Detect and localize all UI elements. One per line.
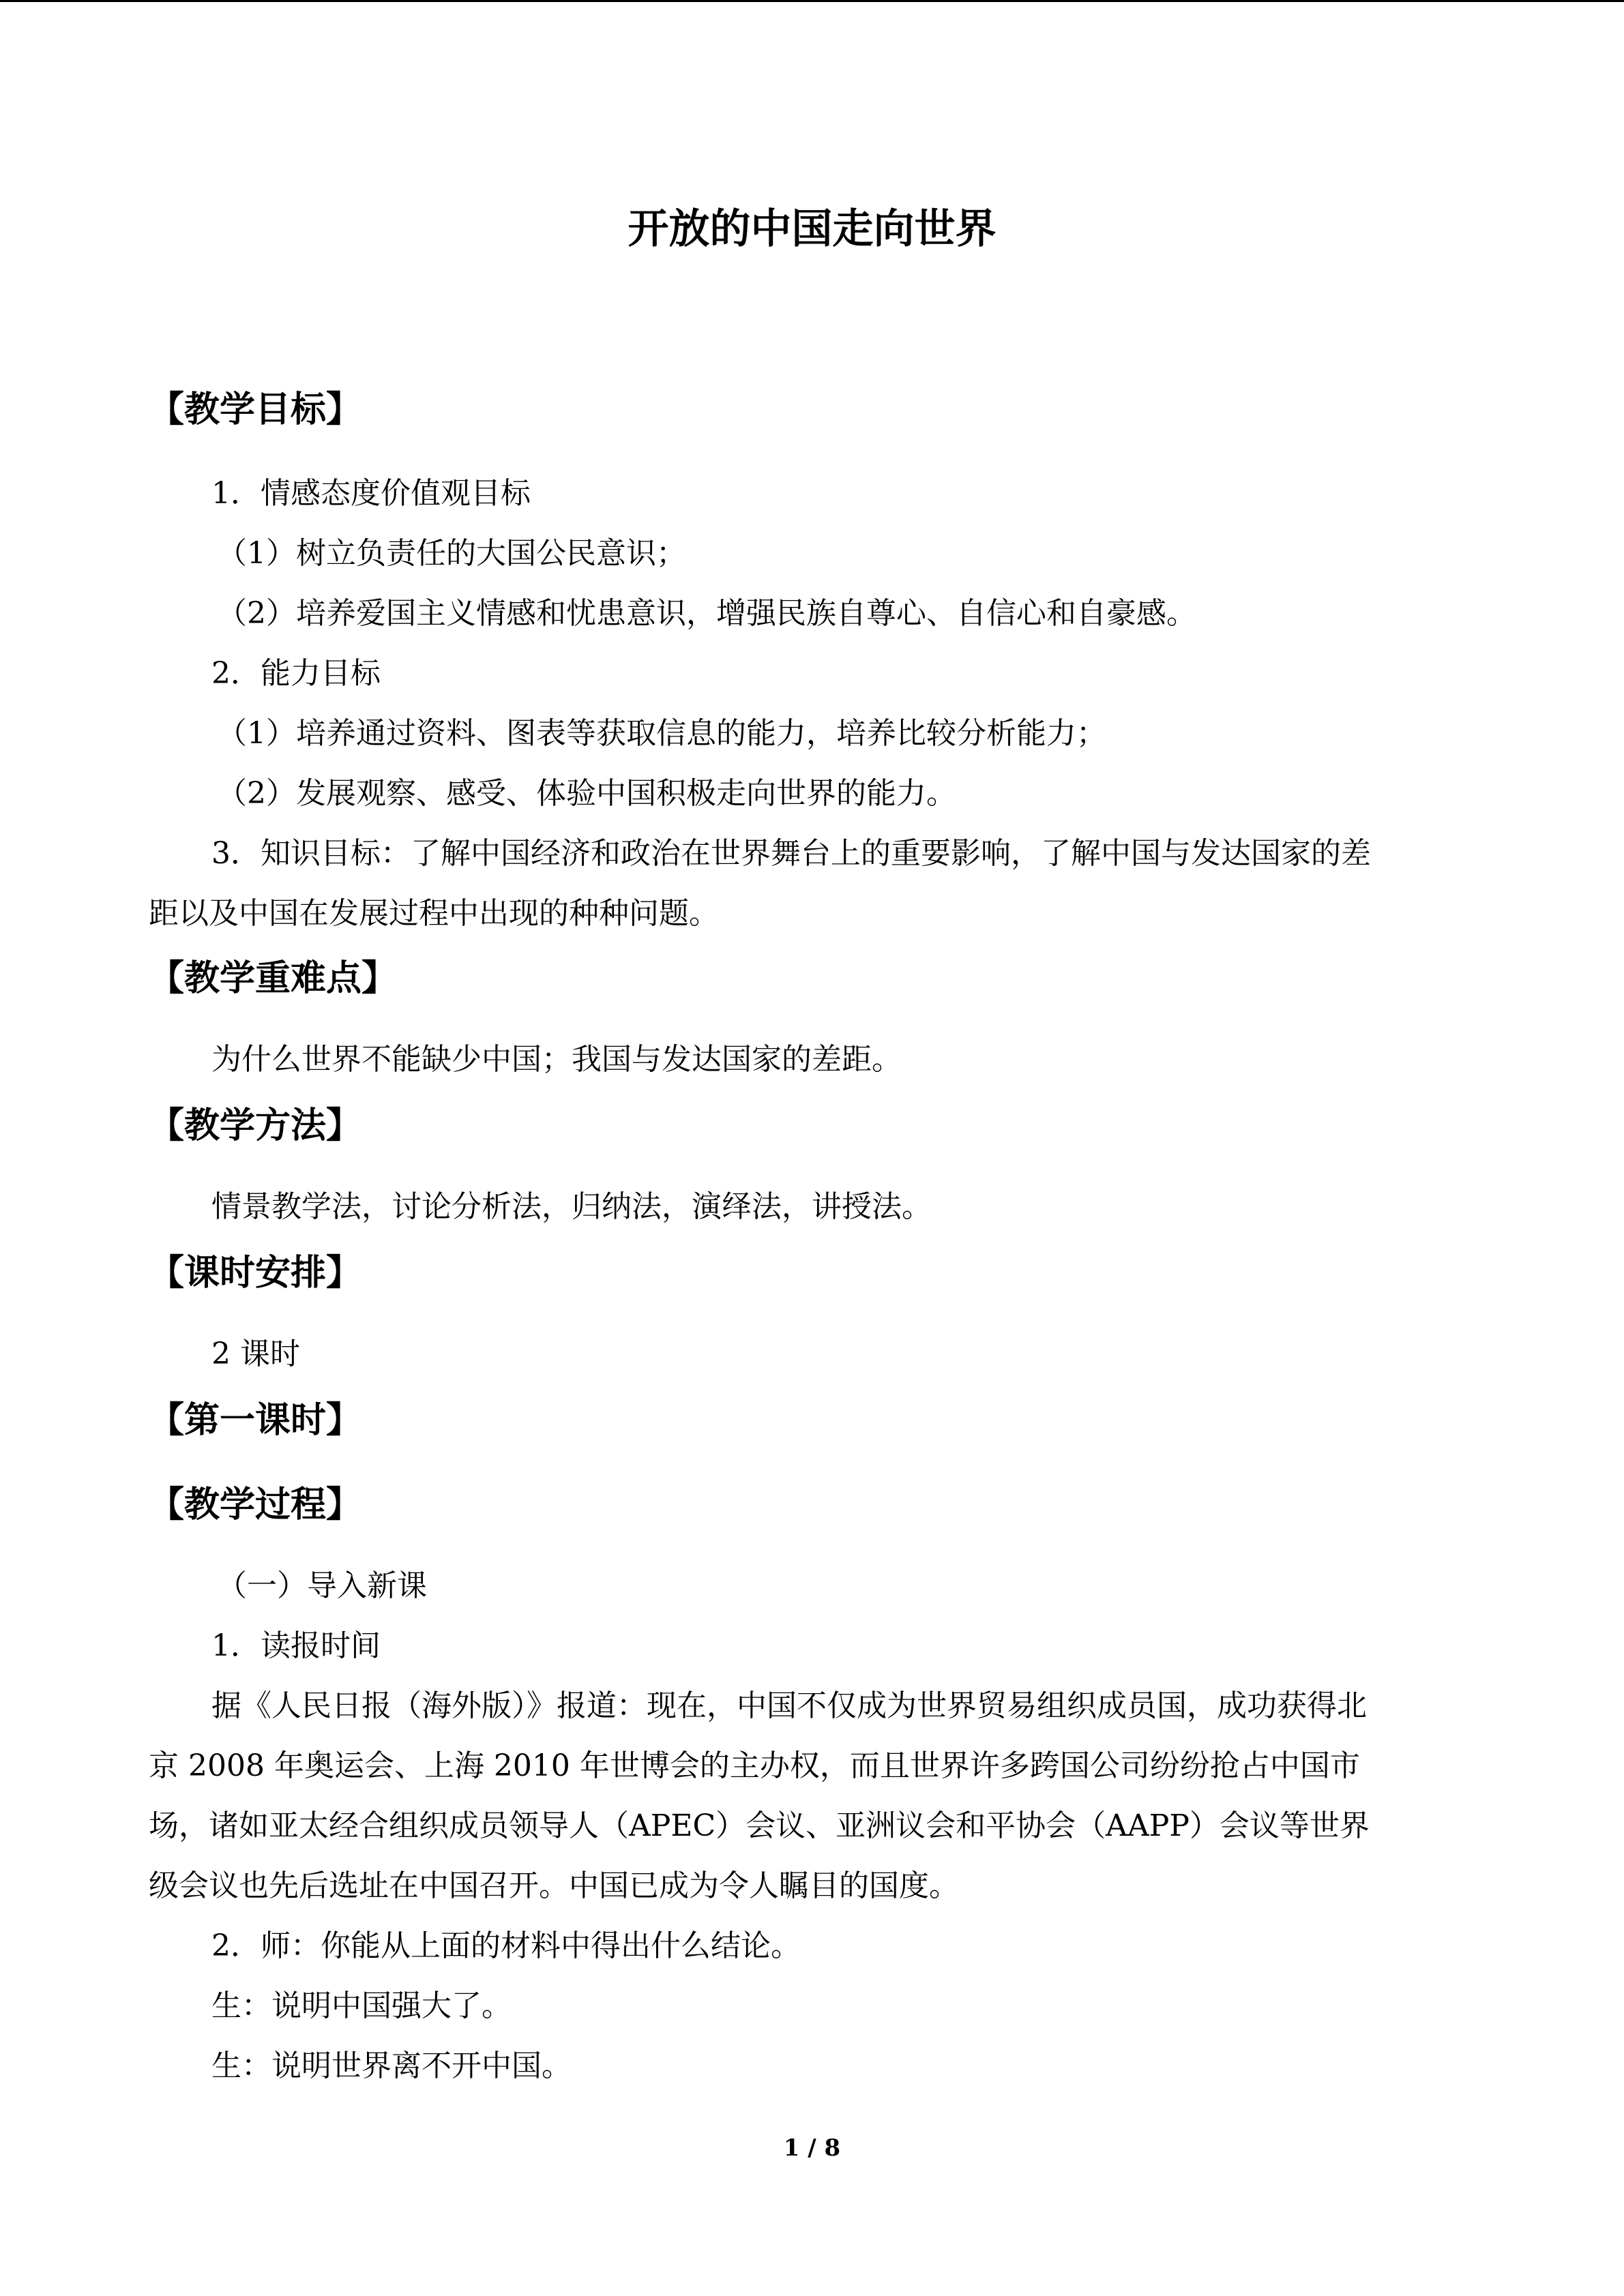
process-item: 2．师：你能从上面的材料中得出什么结论。 <box>211 1928 801 1963</box>
top-rule <box>0 0 1624 2</box>
process-paragraph-line: 据《人民日报（海外版）》报道：现在，中国不仅成为世界贸易组织成员国，成功获得北 <box>211 1688 1367 1723</box>
process-item: 1．读报时间 <box>211 1628 381 1663</box>
heading-first-lesson: 【第一课时】 <box>149 1400 362 1441</box>
page-number: 1 / 8 <box>783 2134 841 2162</box>
process-answer: 生：说明中国强大了。 <box>211 1988 512 2023</box>
objective-line: 1．情感态度价值观目标 <box>211 476 531 511</box>
objective-line: （2）发展观察、感受、体验中国积极走向世界的能力。 <box>217 776 956 811</box>
schedule-text: 2 课时 <box>211 1337 300 1371</box>
key-points-text: 为什么世界不能缺少中国；我国与发达国家的差距。 <box>211 1042 902 1077</box>
process-subheading: （一）导入新课 <box>217 1568 427 1603</box>
document-title: 开放的中国走向世界 <box>628 205 996 253</box>
objective-knowledge-line: 3．知识目标：了解中国经济和政治在世界舞台上的重要影响，了解中国与发达国家的差 <box>211 836 1371 871</box>
heading-methods: 【教学方法】 <box>149 1105 362 1146</box>
objective-line: 2．能力目标 <box>211 656 381 691</box>
objective-line: （1）树立负责任的大国公民意识； <box>217 536 686 571</box>
objective-knowledge-line: 距以及中国在发展过程中出现的种种问题。 <box>149 896 719 931</box>
methods-text: 情景教学法，讨论分析法，归纳法，演绎法，讲授法。 <box>211 1189 932 1224</box>
objective-line: （1）培养通过资料、图表等获取信息的能力，培养比较分析能力； <box>217 716 1106 751</box>
heading-process: 【教学过程】 <box>149 1485 362 1525</box>
process-paragraph-line: 京 2008 年奥运会、上海 2010 年世博会的主办权，而且世界许多跨国公司纷纷抢占中国市 <box>149 1748 1360 1783</box>
process-paragraph-line: 场，诸如亚太经合组织成员领导人（APEC）会议、亚洲议会和平协会（AAPP）会议等世界 <box>149 1808 1370 1843</box>
heading-schedule: 【课时安排】 <box>149 1253 362 1294</box>
heading-objectives: 【教学目标】 <box>149 389 362 430</box>
process-answer: 生：说明世界离不开中国。 <box>211 2048 572 2083</box>
process-paragraph-line: 级会议也先后选址在中国召开。中国已成为令人瞩目的国度。 <box>149 1868 959 1903</box>
objective-line: （2）培养爱国主义情感和忧患意识，增强民族自尊心、自信心和自豪感。 <box>217 596 1196 631</box>
heading-key-points: 【教学重难点】 <box>149 958 398 999</box>
